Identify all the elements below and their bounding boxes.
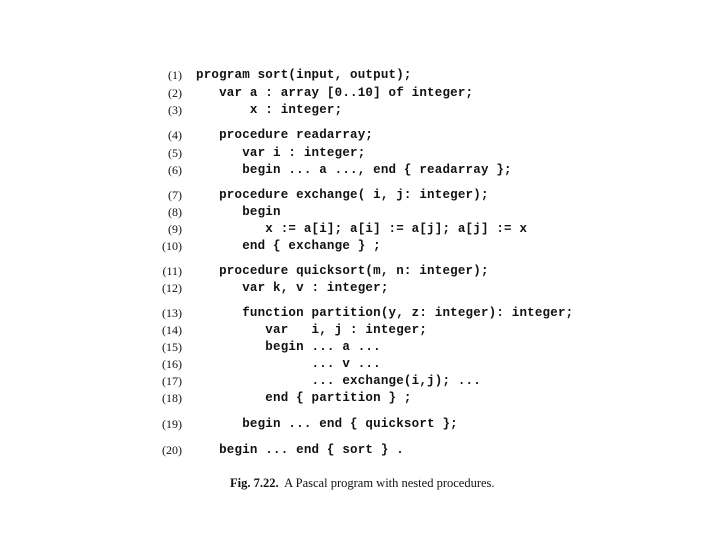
line-number: (2): [168, 86, 182, 100]
figure-caption: [230, 476, 495, 491]
code-text: begin ... a ...: [196, 340, 381, 354]
caption-text: A Pascal program with nested procedures.: [278, 476, 495, 490]
code-text: procedure exchange( i, j: integer);: [196, 188, 489, 202]
code-text: var k, v : integer;: [196, 281, 389, 295]
line-number: (18): [162, 391, 182, 405]
code-text: ... v ...: [196, 357, 381, 371]
code-text: var i, j : integer;: [196, 323, 428, 337]
line-number: (14): [162, 323, 182, 337]
code-text: x := a[i]; a[i] := a[j]; a[j] := x: [196, 222, 528, 236]
code-text: begin ... end { sort } .: [196, 443, 404, 457]
code-text: program sort(input, output);: [196, 68, 412, 82]
line-number: (13): [162, 306, 182, 320]
code-text: procedure readarray;: [196, 128, 374, 142]
code-text: begin: [196, 205, 281, 219]
line-number: (3): [168, 103, 182, 117]
line-number: (7): [168, 188, 182, 202]
code-text: end { partition } ;: [196, 391, 412, 405]
code-text: begin ... a ..., end { readarray };: [196, 163, 512, 177]
line-number: (9): [168, 222, 182, 236]
line-number: (5): [168, 146, 182, 160]
code-text: var a : array [0..10] of integer;: [196, 86, 474, 100]
line-number: (10): [162, 239, 182, 253]
line-number: (12): [162, 281, 182, 295]
code-text: procedure quicksort(m, n: integer);: [196, 264, 489, 278]
code-text: begin ... end { quicksort };: [196, 417, 458, 431]
line-number: (11): [162, 264, 182, 278]
line-number: (15): [162, 340, 182, 354]
line-number: (17): [162, 374, 182, 388]
line-number: (20): [162, 443, 182, 457]
line-number: (8): [168, 205, 182, 219]
code-text: end { exchange } ;: [196, 239, 381, 253]
line-number: (6): [168, 163, 182, 177]
line-number: (4): [168, 128, 182, 142]
line-number: (19): [162, 417, 182, 431]
code-text: ... exchange(i,j); ...: [196, 374, 481, 388]
line-number: (1): [168, 68, 182, 82]
code-text: function partition(y, z: integer): integer;: [196, 306, 574, 320]
code-text: x : integer;: [196, 103, 343, 117]
line-number: (16): [162, 357, 182, 371]
figure-label: Fig. 7.22.: [230, 476, 279, 490]
code-text: var i : integer;: [196, 146, 366, 160]
